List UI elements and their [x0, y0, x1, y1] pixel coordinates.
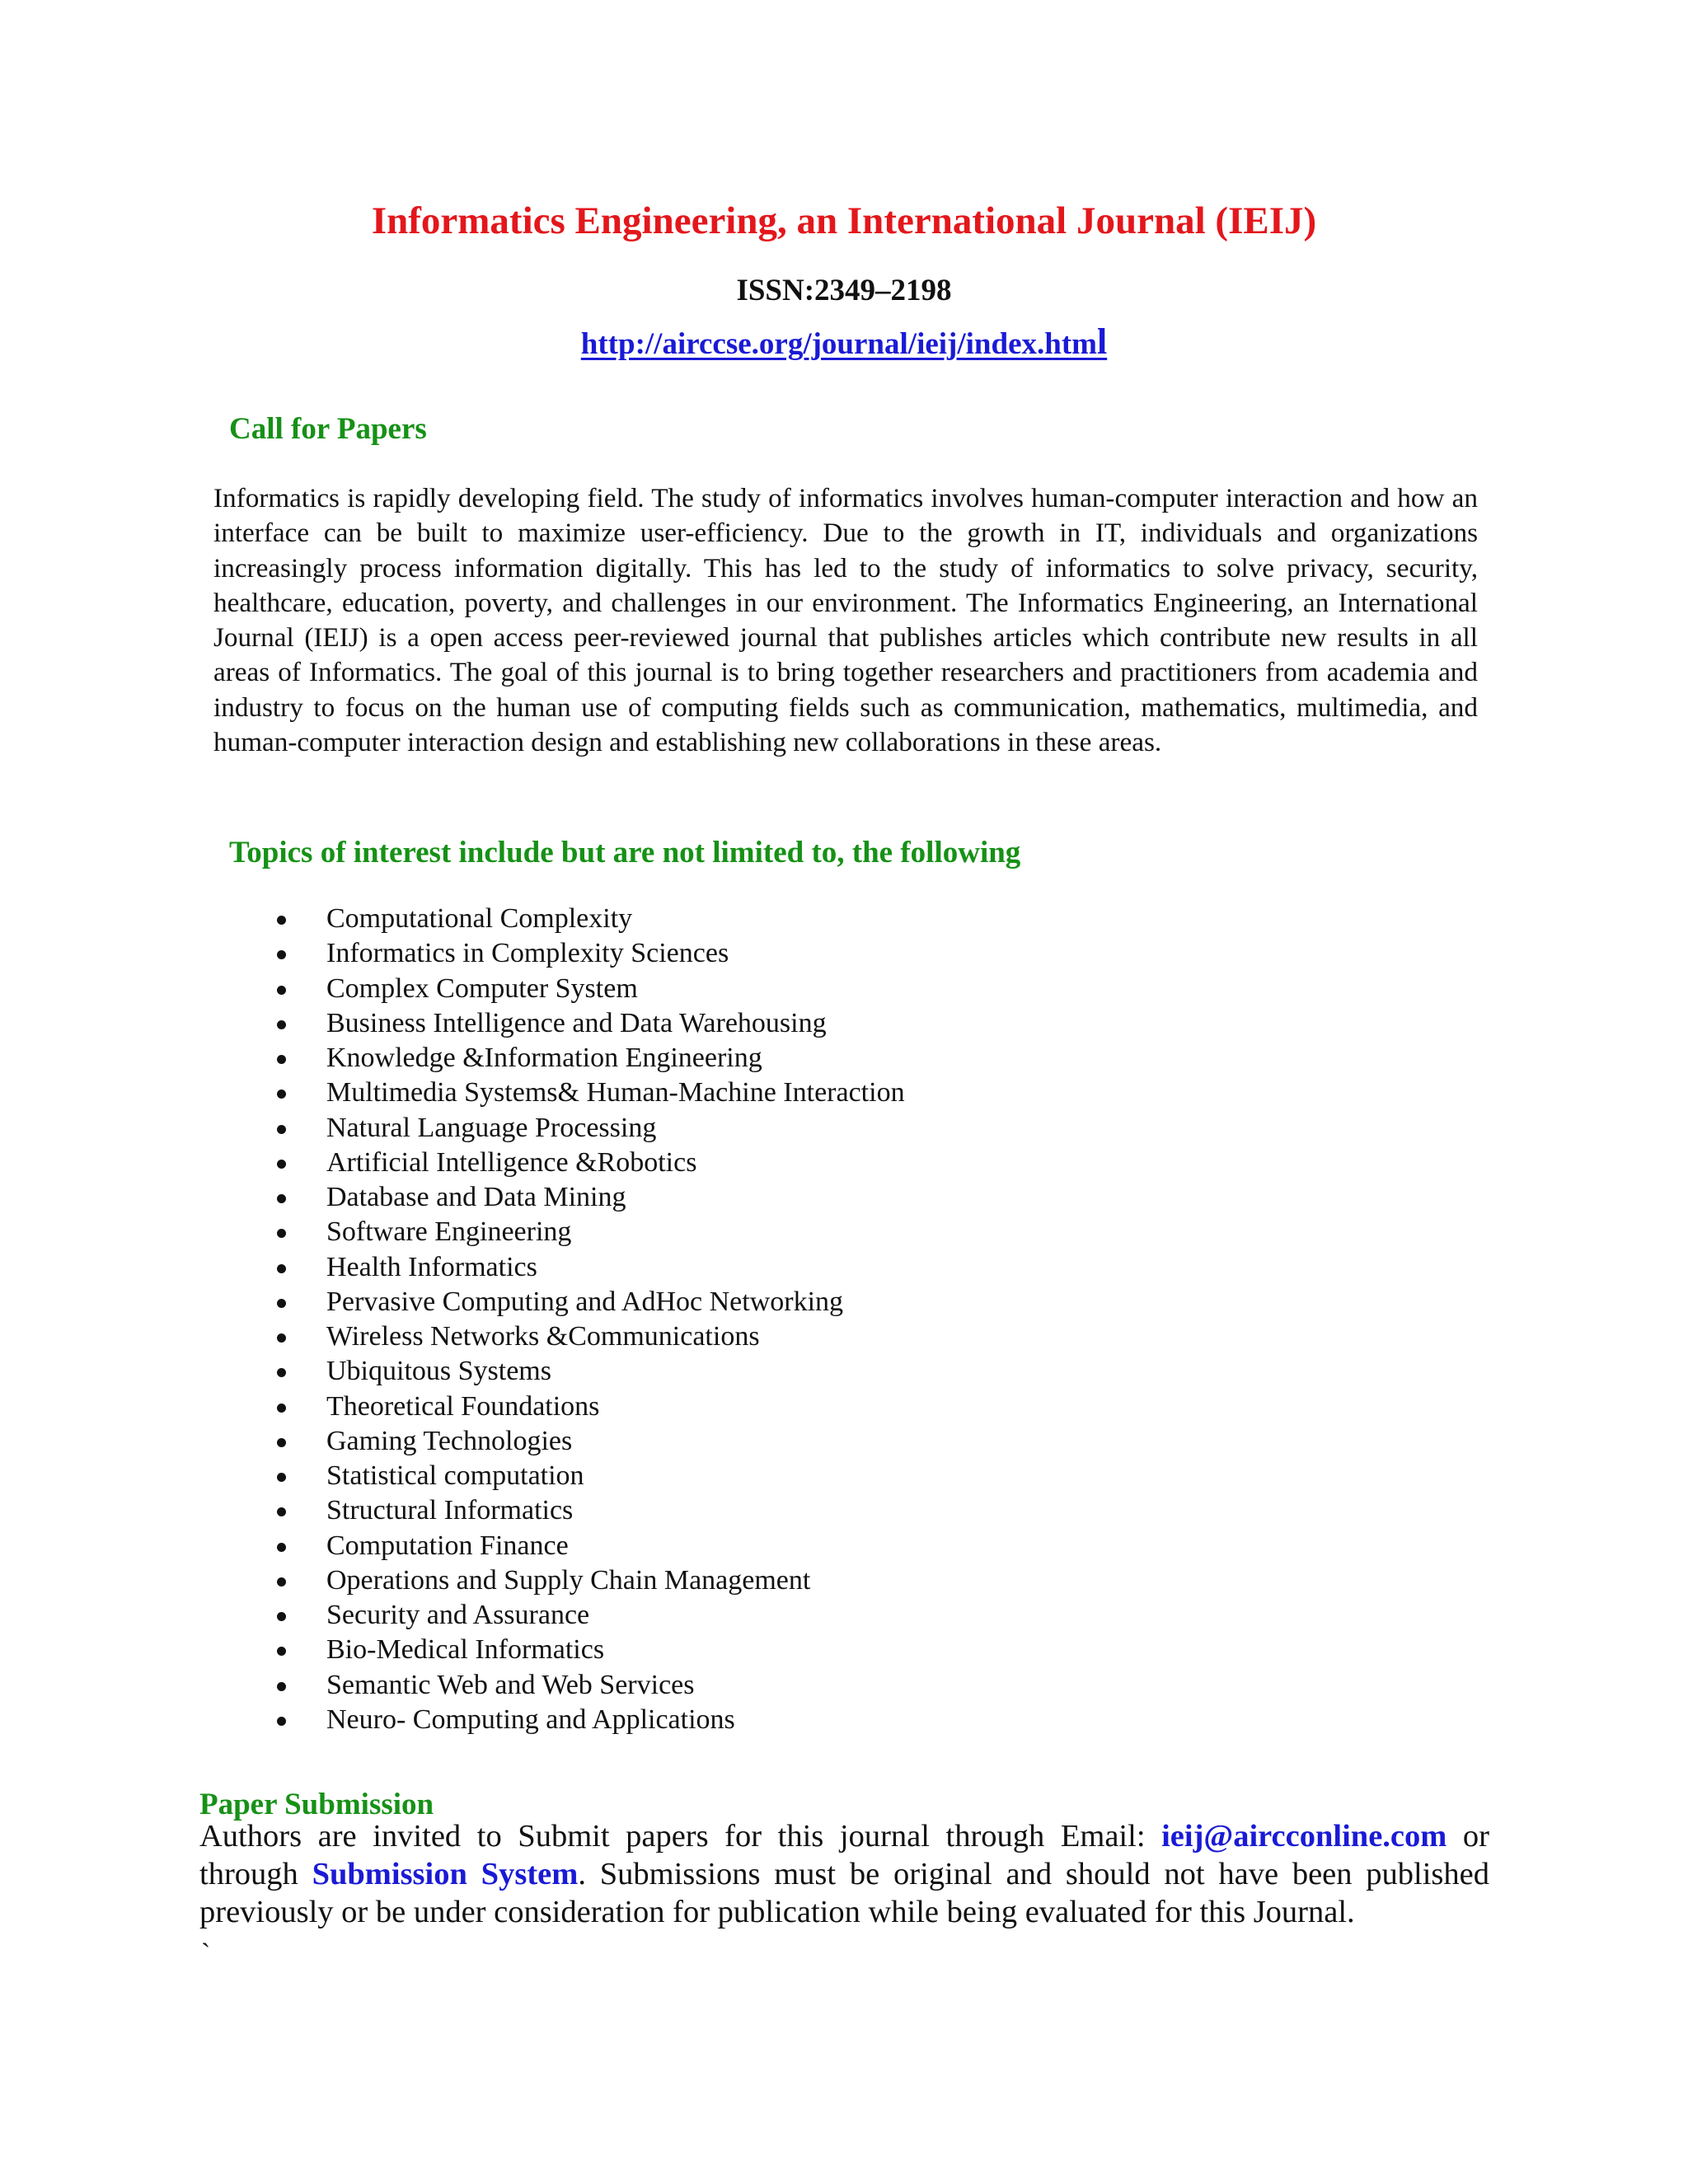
submission-text-intro: Authors are invited to Submit papers for this journal through Email: — [199, 1819, 1162, 1854]
bullet-icon — [277, 1229, 286, 1238]
bullet-icon — [277, 950, 286, 959]
submission-text-end: . Submissions must be original and should not have been published previously or be under consideration for publication while being evaluated for this Journal. — [199, 1857, 1489, 1929]
paper-submission-heading: Paper Submission — [199, 1788, 434, 1821]
topic-item — [277, 1041, 905, 1076]
bullet-icon — [277, 1160, 286, 1169]
bullet-icon — [277, 1612, 286, 1621]
submission-email-link[interactable]: ieij@aircconline.com — [1161, 1819, 1447, 1854]
topic-item — [277, 1250, 905, 1285]
topics-list — [277, 902, 905, 1737]
topic-label: Theoretical Foundations — [326, 1390, 600, 1422]
topic-label: Multimedia Systems& Human-Machine Interaction — [326, 1077, 905, 1108]
topic-label: Business Intelligence and Data Warehousing — [326, 1007, 827, 1038]
topic-label: Neuro- Computing and Applications — [326, 1704, 735, 1735]
call-for-papers-body: Informatics is rapidly developing field. The study of informatics involves human-computer interaction and how an interface can be built to maximize user-efficiency. Due to the growth in IT, individuals and organizations increasingly process information digitally. This has led to the study of informatics to solve privacy, security, healthcare, education, poverty, and challenges in our environment. The Informatics Engineering, an International Journal (IEIJ) is a open access peer-reviewed journal that publishes articles which contribute new results in all areas of Informatics. The goal of this journal is to bring together researchers and practitioners from academia and industry to focus on the human use of computing fields such as communication, mathematics, multimedia, and human-computer interaction design and establishing new collaborations in these areas. — [213, 483, 1478, 758]
topic-label: Computational Complexity — [326, 903, 633, 934]
bullet-icon — [277, 986, 286, 995]
bullet-icon — [277, 1577, 286, 1586]
bullet-icon — [277, 1507, 286, 1516]
topic-label: Structural Informatics — [326, 1495, 574, 1526]
topic-label: Gaming Technologies — [326, 1425, 573, 1456]
topic-item — [277, 1703, 905, 1737]
topic-item — [277, 1529, 905, 1563]
topic-label: Software Engineering — [326, 1216, 572, 1248]
submission-system-link[interactable]: Submission System — [312, 1857, 579, 1891]
bullet-icon — [277, 1333, 286, 1343]
topic-label: Pervasive Computing and AdHoc Networking — [326, 1286, 844, 1317]
call-for-papers-heading: Call for Papers — [229, 412, 427, 446]
bullet-icon — [277, 1194, 286, 1203]
topic-item — [277, 1563, 905, 1598]
bullet-icon — [277, 1682, 286, 1691]
topic-label: Operations and Supply Chain Management — [326, 1564, 811, 1596]
topic-label: Semantic Web and Web Services — [326, 1669, 695, 1700]
trailing-mark: ` — [201, 1938, 211, 1969]
bullet-icon — [277, 1543, 286, 1552]
topic-item — [277, 1598, 905, 1633]
topic-item — [277, 902, 905, 936]
topic-item — [277, 1180, 905, 1215]
bullet-icon — [277, 1473, 286, 1482]
bullet-icon — [277, 1090, 286, 1099]
topic-label: Informatics in Complexity Sciences — [326, 938, 729, 969]
topic-item — [277, 1493, 905, 1528]
topic-label: Security and Assurance — [326, 1600, 590, 1630]
bullet-icon — [277, 1368, 286, 1377]
issn-number: ISSN:2349–2198 — [736, 274, 952, 307]
topic-label: Health Informatics — [326, 1251, 537, 1282]
topic-item — [277, 1319, 905, 1354]
topic-item — [277, 1215, 905, 1249]
topic-label: Complex Computer System — [326, 972, 638, 1004]
topic-item — [277, 1146, 905, 1180]
bullet-icon — [277, 1404, 286, 1413]
topic-item — [277, 1668, 905, 1703]
topic-label: Database and Data Mining — [326, 1182, 626, 1212]
topic-label: Wireless Networks &Communications — [326, 1321, 760, 1352]
topic-item — [277, 1006, 905, 1041]
paper-submission-body — [199, 1817, 1489, 1931]
topic-item — [277, 1076, 905, 1110]
journal-title: Informatics Engineering, an International Journal (IEIJ) — [371, 199, 1317, 242]
submission-text-middle: or through — [199, 1819, 1489, 1891]
topic-item — [277, 1424, 905, 1459]
topic-item — [277, 1390, 905, 1424]
topic-label: Artificial Intelligence &Robotics — [326, 1146, 697, 1178]
bullet-icon — [277, 1055, 286, 1064]
journal-url-text: http://airccse.org/journal/ieij/index.htm — [580, 327, 1097, 361]
topic-item — [277, 936, 905, 971]
topics-heading: Topics of interest include but are not limited to, the following — [229, 836, 1021, 869]
topic-label: Computation Finance — [326, 1530, 569, 1561]
bullet-icon — [277, 1647, 286, 1656]
topic-item — [277, 1459, 905, 1493]
bullet-icon — [277, 916, 286, 925]
journal-url-tail: l — [1096, 321, 1108, 362]
bullet-icon — [277, 1299, 286, 1308]
topic-item — [277, 1111, 905, 1146]
bullet-icon — [277, 1020, 286, 1029]
bullet-icon — [277, 1438, 286, 1447]
topic-item — [277, 1633, 905, 1667]
journal-url-line — [0, 321, 1688, 366]
journal-url-link[interactable] — [580, 321, 1108, 362]
bullet-icon — [277, 1717, 286, 1726]
topic-label: Natural Language Processing — [326, 1112, 657, 1143]
topic-label: Statistical computation — [326, 1460, 584, 1491]
topic-label: Ubiquitous Systems — [326, 1356, 551, 1387]
topic-item — [277, 972, 905, 1006]
topic-item — [277, 1285, 905, 1319]
topic-item — [277, 1354, 905, 1389]
topic-label: Knowledge &Information Engineering — [326, 1043, 762, 1073]
bullet-icon — [277, 1264, 286, 1273]
bullet-icon — [277, 1125, 286, 1134]
topic-label: Bio-Medical Informatics — [326, 1634, 605, 1666]
